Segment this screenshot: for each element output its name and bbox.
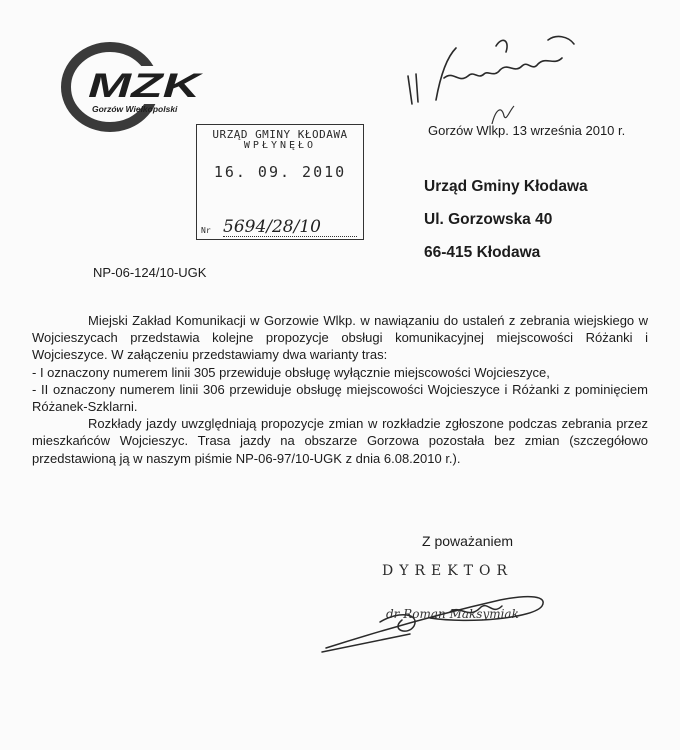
recipient-line: 66-415 Kłodawa — [424, 244, 541, 261]
signature-title: DYREKTOR — [382, 563, 514, 579]
signature-name: dr Roman Maksymiak — [386, 607, 519, 621]
body-paragraph: Miejski Zakład Komunikacji w Gorzowie Wlkp. w nawiązaniu do ustaleń z zebrania wiejskiego w Wojcieszycach przedstawia kolejne propozycje obsługi komunikacyjnej miejscowości Różanki i Wojcieszyce. W załączeniu przedstawiamy dwa warianty tras: — [32, 313, 648, 363]
recipient-address — [424, 178, 588, 277]
closing-salutation: Z poważaniem — [422, 533, 514, 549]
recipient-line: Urząd Gminy Kłodawa — [424, 178, 588, 195]
place-and-date: Gorzów Wlkp. 13 września 2010 r. — [428, 123, 626, 138]
handwritten-signature — [310, 560, 570, 660]
stamp-nr-label: Nr — [201, 226, 211, 235]
stamp-nr-value: 5694/28/10 — [223, 218, 357, 237]
recipient-line: Ul. Gorzowska 40 — [424, 211, 553, 228]
registry-stamp — [196, 124, 364, 240]
body-list-item: - II oznaczony numerem linii 306 przewiduje obsługę miejscowości Wojcieszyce i Różanki z pominięciem Różanek-Szklarni. — [32, 381, 648, 415]
reference-number: NP-06-124/10-UGK — [93, 265, 207, 280]
stamp-header: URZĄD GMINY KŁODAWA — [212, 128, 348, 141]
mzk-logo — [58, 42, 208, 132]
body-paragraph: Rozkłady jazdy uwzględniają propozycje zmian w rozkładzie zgłoszone podczas zebrania przez mieszkańców Wojcieszyc. Trasa jazdy na obszarze Gorzowa pozostała bez zmian (szczegółowo przedstawioną ją w naszym piśmie NP-06-97/10-UGK z dnia 6.08.2010 r.). — [32, 416, 648, 466]
stamp-date: 16. 09. 2010 — [213, 163, 347, 181]
svg-text:MZK: MZK — [88, 67, 204, 105]
stamp-received-label: WPŁYNĘŁO — [243, 140, 317, 151]
handwritten-annotation — [398, 18, 588, 108]
initials-mark-icon — [488, 102, 518, 128]
letter-body — [32, 312, 648, 467]
body-list-item: - I oznaczony numerem linii 305 przewiduje obsługę wyłącznie miejscowości Wojcieszyce, — [32, 364, 550, 380]
mzk-logo-icon — [58, 42, 208, 132]
svg-text:Gorzów Wielkopolski: Gorzów Wielkopolski — [92, 104, 178, 114]
